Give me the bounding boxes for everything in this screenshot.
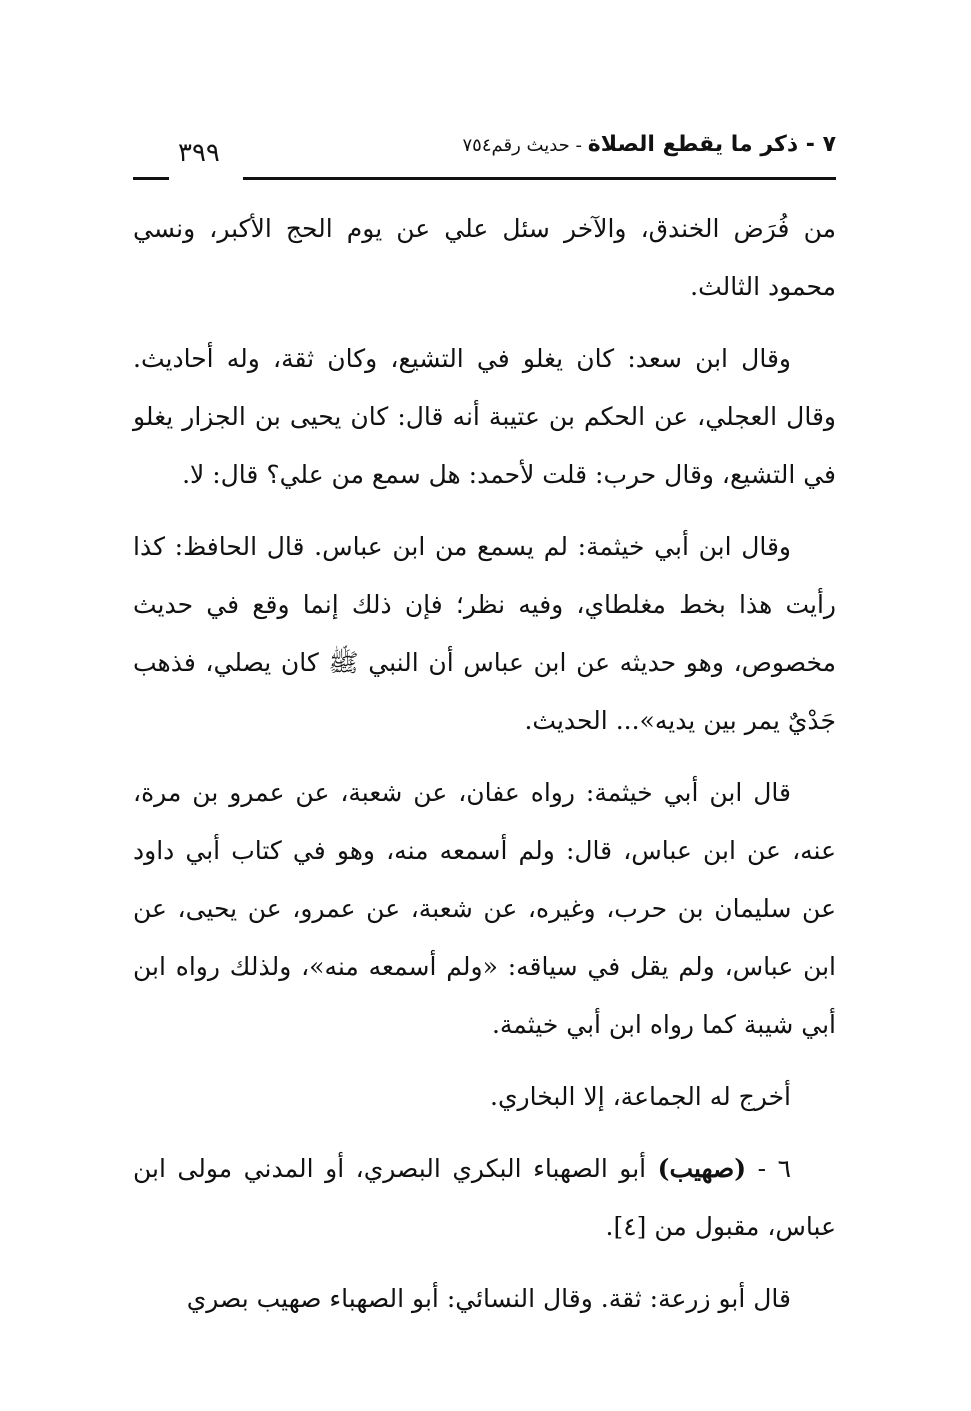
paragraph: أخرج له الجماعة، إلا البخاري. xyxy=(490,1082,791,1111)
header-rule xyxy=(243,177,836,180)
page-number: ٣٩٩ xyxy=(178,138,220,168)
running-header xyxy=(133,128,836,178)
paragraph: من فُرَض الخندق، والآخر سئل علي عن يوم الحج الأكبر، ونسي محمود الثالث. xyxy=(133,214,836,301)
paragraph: وقال ابن سعد: كان يغلو في التشيع، وكان ثقة، وله أحاديث. وقال العجلي، عن الحكم بن عتيبة أنه قال: كان يحيى بن الجزار يغلو في التشيع، وقال حرب: قلت لأحمد: هل سمع من علي؟ قال: لا. xyxy=(133,344,836,489)
chapter-title: ٧ - ذكر ما يقطع الصلاة xyxy=(587,132,836,157)
body-text xyxy=(133,200,836,1342)
header-title xyxy=(463,132,836,157)
hadith-number: حديث رقم٧٥٤ xyxy=(462,135,570,156)
paragraph: وقال ابن أبي خيثمة: لم يسمع من ابن عباس. قال الحافظ: كذا رأيت هذا بخط مغلطاي، وفيه نظر؛ فإن ذلك إنما وقع في حديث مخصوص، وهو حديثه عن ابن عباس أن النبي ﷺ كان يصلي، فذهب جَدْيٌ يمر بين يديه»... الحديث. xyxy=(133,532,836,735)
paragraph: قال ابن أبي خيثمة: رواه عفان، عن شعبة، عن عمرو بن مرة، عنه، عن ابن عباس، قال: ولم أسمعه منه، وهو في كتاب أبي داود عن سليمان بن حرب، وغيره، عن شعبة، عن عمرو، عن يحيى، عن ابن عباس، ولم يقل في سياقه: «ولم أسمعه منه»، ولذلك رواه ابن أبي شيبة كما رواه ابن أبي خيثمة. xyxy=(133,778,836,1039)
header-separator: - xyxy=(569,135,588,156)
entry-number: ٦ - xyxy=(746,1154,792,1183)
narrator-name: (صهيب) xyxy=(657,1154,747,1183)
narrator-entry xyxy=(133,1140,836,1256)
paragraph: قال أبو زرعة: ثقة. وقال النسائي: أبو الصهباء صهيب بصري xyxy=(186,1284,791,1313)
entry-text: أبو الصهباء البكري البصري، أو المدني مولى ابن عباس، مقبول من [٤]. xyxy=(133,1154,836,1241)
header-rule-short xyxy=(133,177,169,180)
